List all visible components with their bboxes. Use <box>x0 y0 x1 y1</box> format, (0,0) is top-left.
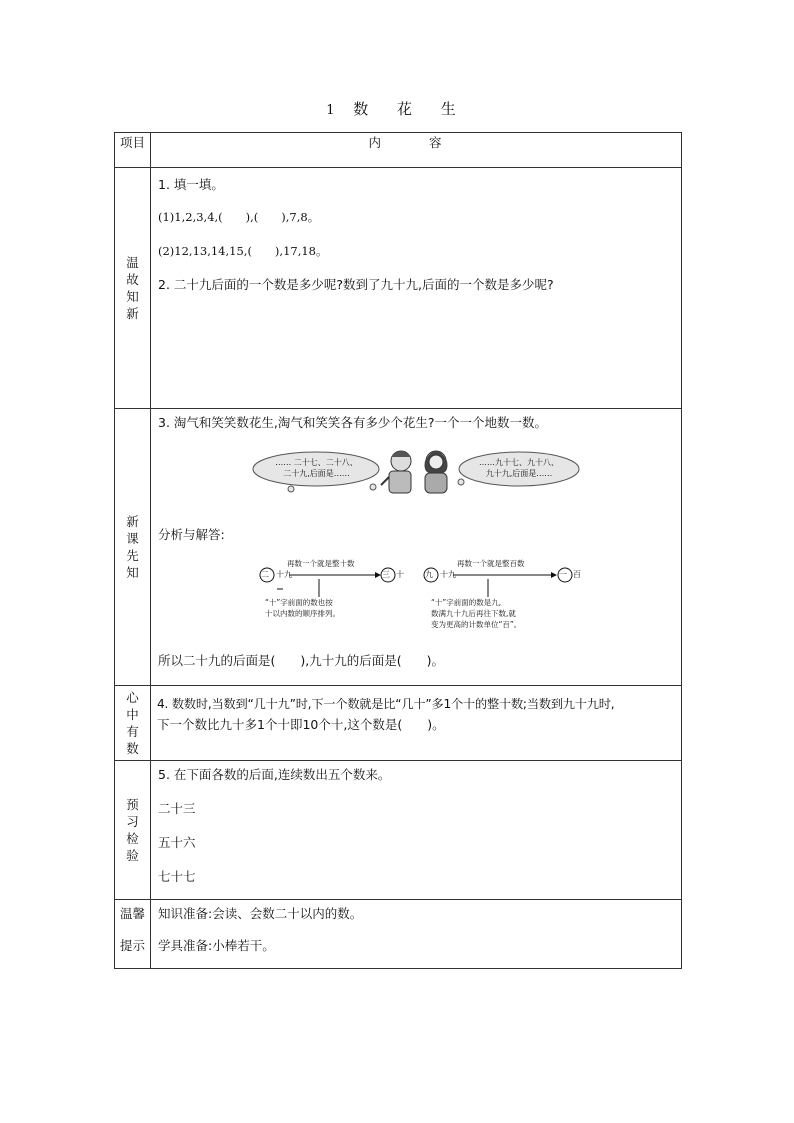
section-content-tips <box>151 900 682 969</box>
right-end-text: 百 <box>573 570 581 579</box>
section-label-new: 新 课 先 知 <box>115 409 151 686</box>
preview-item: 五十六 <box>158 835 196 850</box>
conclusion: 所以二十九的后面是( ),九十九的后面是( )。 <box>158 653 444 668</box>
section-tips <box>115 900 682 969</box>
section-new <box>115 409 682 686</box>
left-start-circle: 二 <box>261 570 269 579</box>
section-review <box>115 168 682 409</box>
left-arrow-label: 再数一个就是整十数 <box>287 559 355 568</box>
page-title <box>0 98 794 119</box>
right-start-text: 十九 <box>440 570 456 579</box>
title-text: 数 花 生 <box>353 100 468 118</box>
speech-bubble-boy: …… 二十七、二十八、 二十九,后面是…… <box>275 458 358 478</box>
section-label-tips: 温馨 提示 <box>115 900 151 969</box>
q1-a: (1)1,2,3,4,( ),( ),7,8。 <box>158 210 320 224</box>
diagram-right <box>423 555 583 645</box>
right-end-circle: 一 <box>559 570 567 579</box>
right-start-circle: 九 <box>425 570 433 579</box>
left-end-circle: 三 <box>382 570 390 579</box>
girl-figure <box>425 451 448 493</box>
left-note: “十”字前面的数也按 十以内数的顺序排列。 <box>265 598 340 618</box>
q1-b: (2)12,13,14,15,( ),17,18。 <box>158 244 328 258</box>
tip-knowledge: 知识准备:会读、会数二十以内的数。 <box>158 906 363 921</box>
speech-bubble-girl: ……九十七、九十八、 九十九,后面是…… <box>479 458 559 478</box>
q3: 3. 淘气和笑笑数花生,淘气和笑笑各有多少个花生?一个一个地数一数。 <box>158 415 548 430</box>
section-label-mind: 心 中 有 数 <box>115 686 151 761</box>
section-content-new <box>151 409 682 686</box>
section-label-review: 温 故 知 新 <box>115 168 151 409</box>
preview-item: 七十七 <box>158 869 196 884</box>
section-label-preview: 预 习 检 验 <box>115 761 151 900</box>
title-number: 1 <box>326 103 337 118</box>
q1-title: 1. 填一填。 <box>158 177 224 192</box>
header-item: 项目 <box>115 133 151 168</box>
analysis-label: 分析与解答: <box>158 527 225 542</box>
worksheet-table <box>114 132 682 969</box>
q4-line1: 4. 数数时,当数到“几十九”时,下一个数就是比“几十”多1个十的整十数;当数到九十九时, <box>157 697 615 711</box>
section-mind <box>115 686 682 761</box>
right-note: “十”字前面的数是九, 数满九十九后再往下数,就 变为更高的计数单位“百”。 <box>431 598 522 629</box>
header-row <box>115 133 682 168</box>
section-content-review <box>151 168 682 409</box>
q5: 5. 在下面各数的后面,连续数出五个数来。 <box>158 767 391 782</box>
tip-tools: 学具准备:小棒若干。 <box>158 938 275 953</box>
cartoon-illustration <box>251 447 581 497</box>
preview-item: 二十三 <box>158 801 196 816</box>
section-content-mind <box>151 686 682 761</box>
header-content: 内 容 <box>151 133 682 168</box>
section-preview <box>115 761 682 900</box>
diagram-left <box>259 555 404 635</box>
section-content-preview <box>151 761 682 900</box>
boy-figure <box>381 451 411 493</box>
q4-line2: 下一个数比九十多1个十即10个十,这个数是( )。 <box>157 717 445 732</box>
q2: 2. 二十九后面的一个数是多少呢?数到了九十九,后面的一个数是多少呢? <box>158 277 554 292</box>
right-arrow-label: 再数一个就是整百数 <box>457 559 525 568</box>
left-start-text: 十九 <box>276 570 292 579</box>
left-end-text: 十 <box>396 570 404 579</box>
